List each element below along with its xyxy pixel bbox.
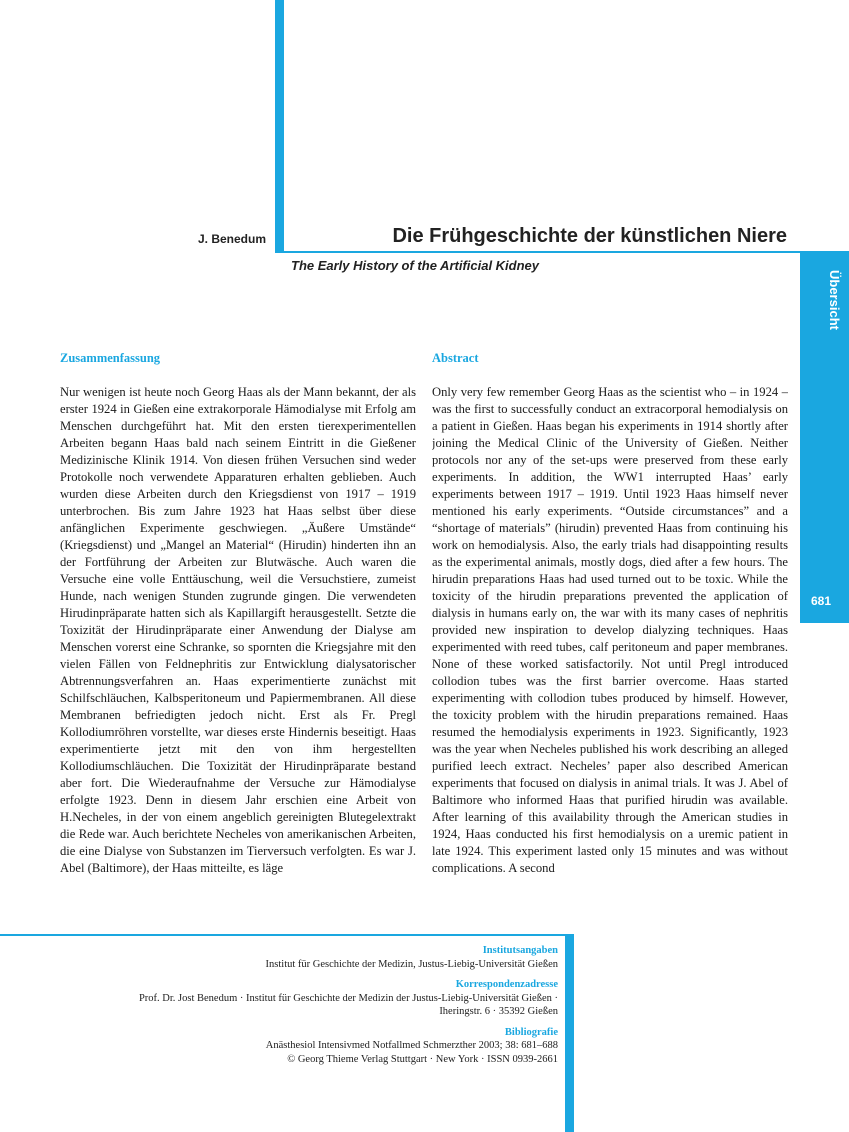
correspondence-label: Korrespondenzadresse bbox=[455, 979, 558, 990]
bibliography-label: Bibliografie bbox=[504, 1026, 558, 1038]
article-subtitle: The Early History of the Artificial Kidney bbox=[291, 258, 540, 273]
article-info bbox=[38, 944, 558, 1073]
abstract-de-body bbox=[60, 384, 416, 898]
correspondence-line1: Prof. Dr. Jost Benedum · Institut für Geschichte der Medizin der Justus-Liebig-Universität Gießen · bbox=[138, 992, 558, 1004]
footer-rule bbox=[0, 934, 573, 936]
correspondence-block bbox=[38, 978, 558, 1019]
article-title: Die Frühgeschichte der künstlichen Niere bbox=[392, 225, 787, 247]
header-rule bbox=[275, 251, 849, 253]
section-tab-label: Übersicht bbox=[827, 270, 842, 330]
institution-block bbox=[38, 944, 558, 971]
accent-bar-top bbox=[275, 0, 284, 251]
abstract-en-body bbox=[432, 384, 788, 898]
institution-text: Institut für Geschichte der Medizin, Justus-Liebig-Universität Gießen bbox=[265, 958, 558, 970]
author-name: J. Benedum bbox=[197, 232, 266, 246]
abstract-de-heading: Zusammenfassung bbox=[60, 351, 161, 365]
bibliography-block bbox=[38, 1026, 558, 1067]
bibliography-line2: © Georg Thieme Verlag Stuttgart · New York · ISSN 0939-2661 bbox=[287, 1053, 558, 1065]
institution-label: Institutsangaben bbox=[482, 945, 558, 956]
page-number: 681 bbox=[810, 594, 832, 608]
abstract-en-heading: Abstract bbox=[432, 351, 479, 365]
abstract-en-text: Only very few remember Georg Haas as the scientist who – in 1924 – was the first to successfully conduct an extracorporal hemodialysis on a patient in Gießen. Haas began his experiments in 1914 shortly after joining the Medical Clinic of the University of Gießen. Neither protocols nor any of the set-ups were preserved from these early experiments. In addition, the WW1 interrupted Haas’ early experiments between 1917 – 1919. Until 1923 Haas himself never mentioned his early experiments. “Outside circumstances” and a “shortage of materials” (hirudin) prevented Haas from continuing his work on hemodialysis. Also, the early trials had disappointing results as the experimental animals, mostly dogs, died after a few hours. The hirudin preparations Haas had used turned out to be toxic. While the toxicity of the hirudin preparations prevented the application of dialysis in humans early on, the war with its many cases of nephritis provided new inspiration to develop dialyzing techniques. Haas experimented with reed tubes, calf peritoneum and paper membranes. None of these worked satisfactorily. Not until Pregl introduced collodion tubes was the first barrier overcome. Haas started experimenting with collodion tubes produced by himself. However, the toxicity problem with the hirudin preparations remained. Haas resumed the hemodialysis experiments in 1923. Significantly, 1923 was the year when Necheles published his work describing an alleged purified leech extract. Necheles’ paper also described American experiments that focused on dialysis in animal trials. It was J. Abel of Baltimore who informed Haas that purified hirudin was available. After learning of this availability through the American studies in 1924, Haas conducted his first hemodialysis on a uremic patient in late 1924. This experiment lasted only 15 minutes and was without complications. A second bbox=[432, 385, 788, 875]
accent-bar-bottom bbox=[565, 934, 574, 1132]
abstract-de-text: Nur wenigen ist heute noch Georg Haas als der Mann bekannt, der als erster 1924 in Gießen eine extrakorporale Hämodialyse mit Erfolg am Menschen durchgeführt hat. Mit den ersten tierexperimentellen Arbeiten begann Haas bald nach seinem Eintritt in die Gießener Medizinische Klinik 1914. Von diesen frühen Versuchen sind weder Protokolle noch verwendete Apparaturen erhalten geblieben. Auch wurden diese Arbeiten durch den Kriegsdienst von 1917 – 1919 unterbrochen. Bis zum Jahre 1923 hat Haas selbst über diese anfänglichen Experimente geschwiegen. „Äußere Umstände“ (Kriegsdienst) und „Mangel an Material“ (Hirudin) hinderten ihn an der Fortführung der Arbeiten zur Blutwäsche. Auch waren die Versuche eine volle Enttäuschung, weil die Versuchstiere, zumeist Hunde, nach wenigen Stunden zugrunde gingen. Die verwendeten Hirudinpräparate hatten sich als Kapillargift herausgestellt. Setzte die Toxizität der Hirudinpräparate einer Anwendung der Dialyse am Menschen vorerst eine Schranke, so spornten die Kriegsjahre mit den vielen Fällen von Feldnephritis zur Entwicklung dialysatorischer Abtrennungsverfahren an. Haas experimentierte zunächst mit Schilfschläuchen, Kalbsperitoneum und Papiermembranen. All diese Membranen befriedigten jedoch nicht. Erst als Fr. Pregl Kollodiumröhren vorstellte, war dieses erste Hindernis beseitigt. Haas experimentierte jetzt mit den von ihm hergestellten Kollodiumschläuchen. Die Toxizität der Hirudinpräparate bestand aber fort. Die Wiederaufnahme der Versuche zur Hämodialyse erfolgte 1923. Denn in diesem Jahr erschien eine Arbeit von H.Necheles, in der von einem angeblich gereinigten Blutegelextrakt die Rede war. Auch berichtete Necheles von amerikanischen Arbeiten, die eine Dialyse von Substanzen im Tierversuch verfolgten. Es war J. Abel (Baltimore), der Haas mitteilte, es läge bbox=[60, 385, 416, 875]
correspondence-line2: Iheringstr. 6 · 35392 Gießen bbox=[439, 1006, 558, 1017]
bibliography-line1: Anästhesiol Intensivmed Notfallmed Schmerzther 2003; 38: 681–688 bbox=[265, 1040, 558, 1051]
